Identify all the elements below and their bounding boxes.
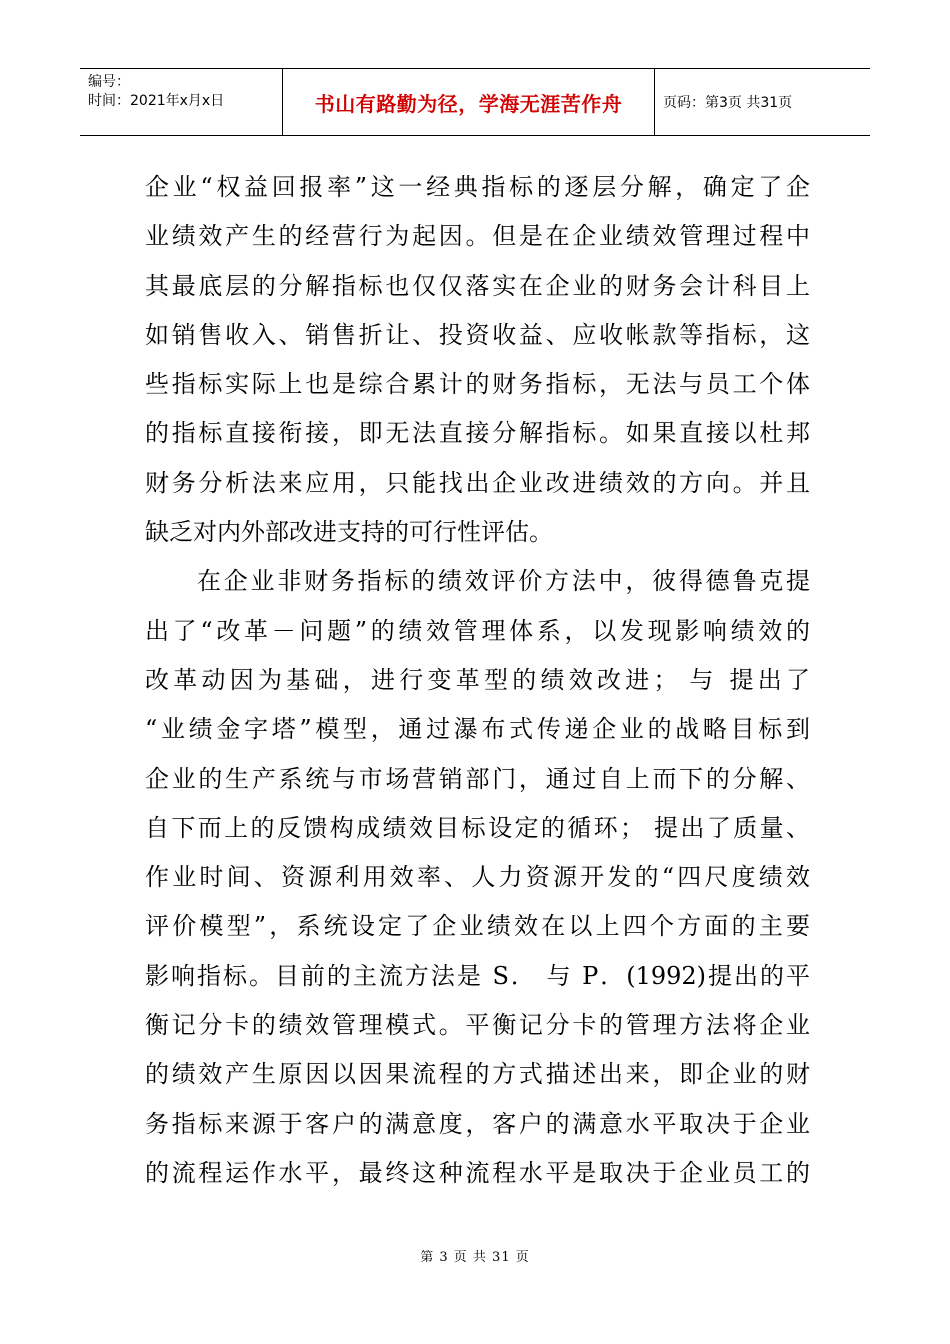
body-line: 缺乏对内外部改进支持的可行性评估。: [145, 518, 553, 547]
body-line: 影响指标。目前的主流方法是 S． 与 P．(1992)提出的平: [145, 961, 810, 990]
body-line: 财务分析法来应用，只能找出企业改进绩效的方向。并且: [145, 468, 810, 497]
body-line: 评价模型”，系统设定了企业绩效在以上四个方面的主要: [145, 912, 810, 941]
document-number-label: 编号：: [88, 74, 130, 90]
body-line: 些指标实际上也是综合累计的财务指标，无法与员工个体: [145, 370, 810, 399]
page-header: [80, 68, 870, 136]
body-line: 务指标来源于客户的满意度，客户的满意水平取决于企业: [145, 1109, 810, 1138]
body-line: 的流程运作水平，最终这种流程水平是取决于企业员工的: [145, 1158, 810, 1187]
body-line: 企业“权益回报率”这一经典指标的逐层分解，确定了企: [145, 173, 810, 201]
body-line: 的绩效产生原因以因果流程的方式描述出来，即企业的财: [145, 1060, 810, 1089]
document-time-label: 时间：2021年x月x日: [88, 93, 225, 109]
body-line: 改革动因为基础，进行变革型的绩效改进； 与 提出了: [145, 665, 810, 694]
body-line: 作业时间、资源利用效率、人力资源开发的“四尺度绩效: [145, 863, 810, 892]
header-page-info: 页码：第3页 共31页: [663, 95, 793, 111]
page-footer: 第 3 页 共 31 页: [420, 1250, 530, 1265]
body-line: 业绩效产生的经营行为起因。但是在企业绩效管理过程中: [145, 222, 810, 251]
header-meta: [80, 69, 283, 135]
body-line: 的指标直接衔接，即无法直接分解指标。如果直接以杜邦: [145, 419, 810, 448]
body-line: 在企业非财务指标的绩效评价方法中，彼得德鲁克提: [197, 567, 810, 596]
body-line: 其最底层的分解指标也仅仅落实在企业的财务会计科目上: [145, 271, 810, 300]
document-body: [145, 163, 810, 1198]
body-line: 如销售收入、销售折让、投资收益、应收帐款等指标，这: [145, 320, 810, 349]
body-line: 自下而上的反馈构成绩效目标设定的循环； 提出了质量、: [145, 813, 810, 842]
body-line: 企业的生产系统与市场营销部门，通过自上而下的分解、: [145, 764, 810, 793]
header-motto: 书山有路勤为径，学海无涯苦作舟: [283, 69, 655, 135]
body-line: 衡记分卡的绩效管理模式。平衡记分卡的管理方法将企业: [145, 1011, 810, 1040]
body-line: 出了“改革－问题”的绩效管理体系，以发现影响绩效的: [145, 616, 810, 645]
body-line: “业绩金字塔”模型，通过瀑布式传递企业的战略目标到: [145, 715, 810, 744]
